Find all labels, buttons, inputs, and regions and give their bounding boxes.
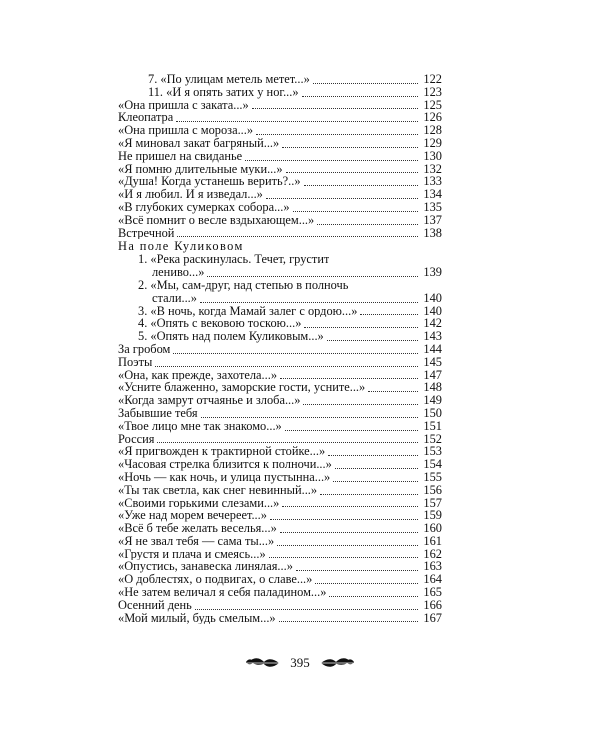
- toc-entry-page: 123: [423, 84, 442, 99]
- toc-entry: [118, 599, 442, 612]
- dot-leader: [315, 573, 418, 584]
- toc-entry-title: «Часовая стрелка близится к полночи...»: [118, 458, 332, 471]
- toc-entry-title: «Я не звал тебя — сама ты...»: [118, 534, 275, 548]
- dot-leader: [303, 394, 418, 405]
- toc-entry-title: «Ты так светла, как снег невинный...»: [118, 483, 318, 497]
- toc-entry: [118, 227, 442, 240]
- toc-entry-title: лениво...»: [152, 266, 205, 279]
- toc-entry-page: 159: [423, 508, 442, 523]
- toc-entry-title: Забывшие тебя: [118, 406, 198, 420]
- toc-entry-title: «Грустя и плача и смеясь...»: [118, 547, 266, 561]
- dot-leader: [252, 98, 418, 109]
- dot-leader: [200, 292, 418, 303]
- dot-leader: [360, 304, 418, 315]
- toc-entry-title: 5. «Опять над полем Куликовым...»: [138, 330, 324, 343]
- toc-entry: [118, 407, 442, 420]
- dot-leader: [277, 535, 418, 546]
- toc-entry: [118, 535, 442, 548]
- toc-entry-title: «Я миновал закат багряный...»: [118, 136, 280, 150]
- dot-leader: [296, 560, 418, 571]
- toc-entry-page: 125: [423, 97, 442, 112]
- toc-entry-title: «Уже над морем вечереет...»: [118, 509, 267, 523]
- toc-entry-page: 161: [423, 533, 442, 548]
- toc-entry-page: 130: [423, 148, 442, 163]
- dot-leader: [201, 407, 418, 418]
- toc-entry-title: 7. «По улицам метель метет...»: [148, 73, 310, 86]
- toc-entry-title: «Душа! Когда устанешь верить?..»: [118, 175, 301, 189]
- toc-entry: [118, 548, 442, 561]
- toc-entry-page: 156: [423, 482, 442, 497]
- dot-leader: [368, 381, 418, 392]
- dot-leader: [285, 420, 418, 431]
- toc-entry-page: 138: [423, 225, 442, 240]
- toc-entry: [118, 214, 442, 227]
- toc-entry-page: 157: [423, 495, 442, 510]
- toc-entry-title: Встречной: [118, 226, 175, 240]
- dot-leader: [320, 484, 418, 495]
- dot-leader: [177, 226, 418, 237]
- toc-entry-title: «Я пригвожден к трактирной стойке...»: [118, 445, 326, 459]
- toc-entry-title: «Усните блаженно, заморские гости, усните...»: [118, 381, 366, 395]
- toc-entry: [118, 573, 442, 586]
- toc-entry: [118, 509, 442, 522]
- toc-entry: [118, 394, 442, 407]
- toc-entry-page: 128: [423, 123, 442, 138]
- toc-entry: [118, 343, 442, 356]
- dot-leader: [335, 458, 418, 469]
- page-footer: [0, 654, 600, 671]
- toc-entry-title: «Всё б тебе желать веселья...»: [118, 522, 277, 535]
- toc-entry: [118, 86, 442, 99]
- toc-entry-page: 154: [423, 457, 442, 472]
- toc-entry-page: 147: [423, 367, 442, 382]
- toc-entry-title: 2. «Мы, сам-друг, над степью в полночь: [138, 278, 349, 292]
- toc-entry-page: 142: [423, 316, 442, 331]
- toc-entry-page: 148: [423, 380, 442, 395]
- toc-entry: [118, 369, 442, 382]
- dot-leader: [282, 496, 418, 507]
- toc-entry-title: Поэты: [118, 355, 153, 369]
- toc-entry: [118, 445, 442, 458]
- toc-entry-page: 129: [423, 135, 442, 150]
- dot-leader: [313, 73, 418, 84]
- toc-entry-title: «Всё помнит о весле вздыхающем...»: [118, 213, 315, 227]
- toc-entry-title: «Она пришла с заката...»: [118, 98, 249, 112]
- toc-entry-page: 139: [423, 265, 442, 280]
- toc-entry-line1: [118, 253, 442, 266]
- dot-leader: [286, 162, 418, 173]
- toc-entry-page: 135: [423, 199, 442, 214]
- dot-leader: [280, 368, 418, 379]
- toc-entry-page: 122: [423, 72, 442, 86]
- toc-entry: [118, 497, 442, 510]
- toc-entry-title: 4. «Опять с вековою тоскою...»: [138, 317, 302, 331]
- toc-entry-title: Не пришел на свиданье: [118, 149, 243, 163]
- toc-entry-page: 167: [423, 610, 442, 625]
- toc-entry: [118, 471, 442, 484]
- toc-entry-page: 140: [423, 303, 442, 318]
- toc-entry-title: «Мой милый, будь смелым...»: [118, 611, 276, 625]
- dot-leader: [270, 509, 418, 520]
- toc-entries-group-2: [118, 343, 442, 625]
- dot-leader: [304, 317, 418, 328]
- toc-entry: [118, 484, 442, 497]
- toc-section-entries: [118, 253, 442, 343]
- toc-entries-group-1: [118, 73, 442, 239]
- toc-entry: [118, 73, 442, 86]
- dot-leader: [266, 188, 418, 199]
- toc-entry-title: «Не затем величал я себя паладином...»: [118, 586, 327, 599]
- dot-leader: [173, 343, 418, 354]
- section-heading: [118, 239, 442, 253]
- dot-leader: [282, 137, 418, 148]
- dot-leader: [280, 522, 418, 533]
- toc-entry-page: 150: [423, 405, 442, 420]
- dot-leader: [328, 445, 418, 456]
- toc-entry-title: Осенний день: [118, 598, 192, 612]
- toc-entry-title: «О доблестях, о подвигах, о славе...»: [118, 573, 313, 587]
- toc-entry-title: «Своими горькими слезами...»: [118, 496, 280, 510]
- toc-entry: [118, 292, 442, 305]
- toc-entry-page: 133: [423, 174, 442, 189]
- page-number: 395: [290, 655, 310, 671]
- toc-entry-title: За гробом: [118, 342, 171, 356]
- toc-entry-page: 140: [423, 290, 442, 305]
- dot-leader: [302, 86, 418, 97]
- toc-entry-title: «Опустись, занавеска линялая...»: [118, 560, 293, 574]
- toc-entry-page: 126: [423, 110, 442, 125]
- toc-entry-title: Клеопатра: [118, 111, 174, 125]
- toc-entry: [118, 163, 442, 176]
- dot-leader: [293, 201, 418, 212]
- toc-entry-page: 149: [423, 393, 442, 408]
- toc-entry: [118, 188, 442, 201]
- toc-entry-page: 151: [423, 418, 442, 433]
- dot-leader: [245, 150, 418, 161]
- toc-entry-page: 134: [423, 187, 442, 202]
- toc-entry: [118, 305, 442, 318]
- toc-entry-page: 163: [423, 559, 442, 574]
- toc-entry: [118, 99, 442, 112]
- toc-entry-title: «В глубоких сумерках собора...»: [118, 200, 290, 214]
- toc-entry-page: 164: [423, 572, 442, 587]
- dot-leader: [333, 471, 418, 482]
- toc-entry-page: 153: [423, 444, 442, 459]
- toc-entry: [118, 150, 442, 163]
- toc-entry: [118, 266, 442, 279]
- dot-leader: [155, 356, 418, 367]
- toc-entry: [118, 458, 442, 471]
- toc-entry-title: «Ночь — как ночь, и улица пустынна...»: [118, 470, 331, 484]
- right-leaf-ornament-icon: [319, 656, 355, 670]
- dot-leader: [329, 586, 418, 597]
- toc-entry-page: 160: [423, 521, 442, 536]
- toc-entry-page: 152: [423, 431, 442, 446]
- toc-entry-page: 162: [423, 546, 442, 561]
- dot-leader: [317, 214, 418, 225]
- toc-entry-page: 144: [423, 341, 442, 356]
- toc-entry-title: Россия: [118, 432, 155, 446]
- toc-entry: [118, 137, 442, 150]
- toc-entry: [118, 560, 442, 573]
- toc-entry-page: 155: [423, 469, 442, 484]
- toc-entry-title: «Я помню длительные муки...»: [118, 162, 283, 176]
- toc-entry-page: 143: [423, 329, 442, 344]
- left-leaf-ornament-icon: [245, 656, 281, 670]
- toc-entry-page: 166: [423, 597, 442, 612]
- toc-entry-title: «И я любил. И я изведал...»: [118, 188, 263, 201]
- toc-entry-line1: [118, 279, 442, 292]
- toc-entry: [118, 586, 442, 599]
- toc-entry: [118, 175, 442, 188]
- toc-entry-title: «Она пришла с мороза...»: [118, 124, 254, 137]
- toc-entry: [118, 317, 442, 330]
- toc-entry-page: 165: [423, 585, 442, 600]
- dot-leader: [157, 432, 418, 443]
- dot-leader: [207, 266, 418, 277]
- toc-entry: [118, 201, 442, 214]
- toc-entry: [118, 111, 442, 124]
- toc-entry: [118, 356, 442, 369]
- toc-entry: [118, 420, 442, 433]
- table-of-contents: [118, 73, 442, 624]
- toc-entry-title: «Твое лицо мне так знакомо...»: [118, 419, 282, 433]
- toc-entry: [118, 433, 442, 446]
- dot-leader: [327, 330, 418, 341]
- dot-leader: [195, 599, 418, 610]
- toc-entry-page: 132: [423, 161, 442, 176]
- toc-entry: [118, 330, 442, 343]
- dot-leader: [256, 124, 418, 135]
- toc-entry: [118, 612, 442, 625]
- toc-entry-page: 137: [423, 212, 442, 227]
- toc-entry-page: 145: [423, 354, 442, 369]
- dot-leader: [304, 175, 418, 186]
- toc-entry: [118, 381, 442, 394]
- toc-entry-title: 1. «Река раскинулась. Течет, грустит: [138, 253, 330, 267]
- toc-entry: [118, 522, 442, 535]
- toc-entry-title: 3. «В ночь, когда Мамай залег с ордою...»: [138, 304, 358, 318]
- dot-leader: [269, 547, 418, 558]
- toc-entry-title: стали...»: [152, 291, 197, 305]
- toc-entry-title: «Она, как прежде, захотела...»: [118, 368, 278, 382]
- toc-entry-title: 11. «И я опять затих у ног...»: [148, 85, 299, 99]
- dot-leader: [279, 611, 418, 622]
- section-title: На поле Куликовом: [118, 239, 244, 254]
- dot-leader: [176, 111, 418, 122]
- toc-entry: [118, 124, 442, 137]
- toc-entry-title: «Когда замрут отчаянье и злоба...»: [118, 394, 301, 407]
